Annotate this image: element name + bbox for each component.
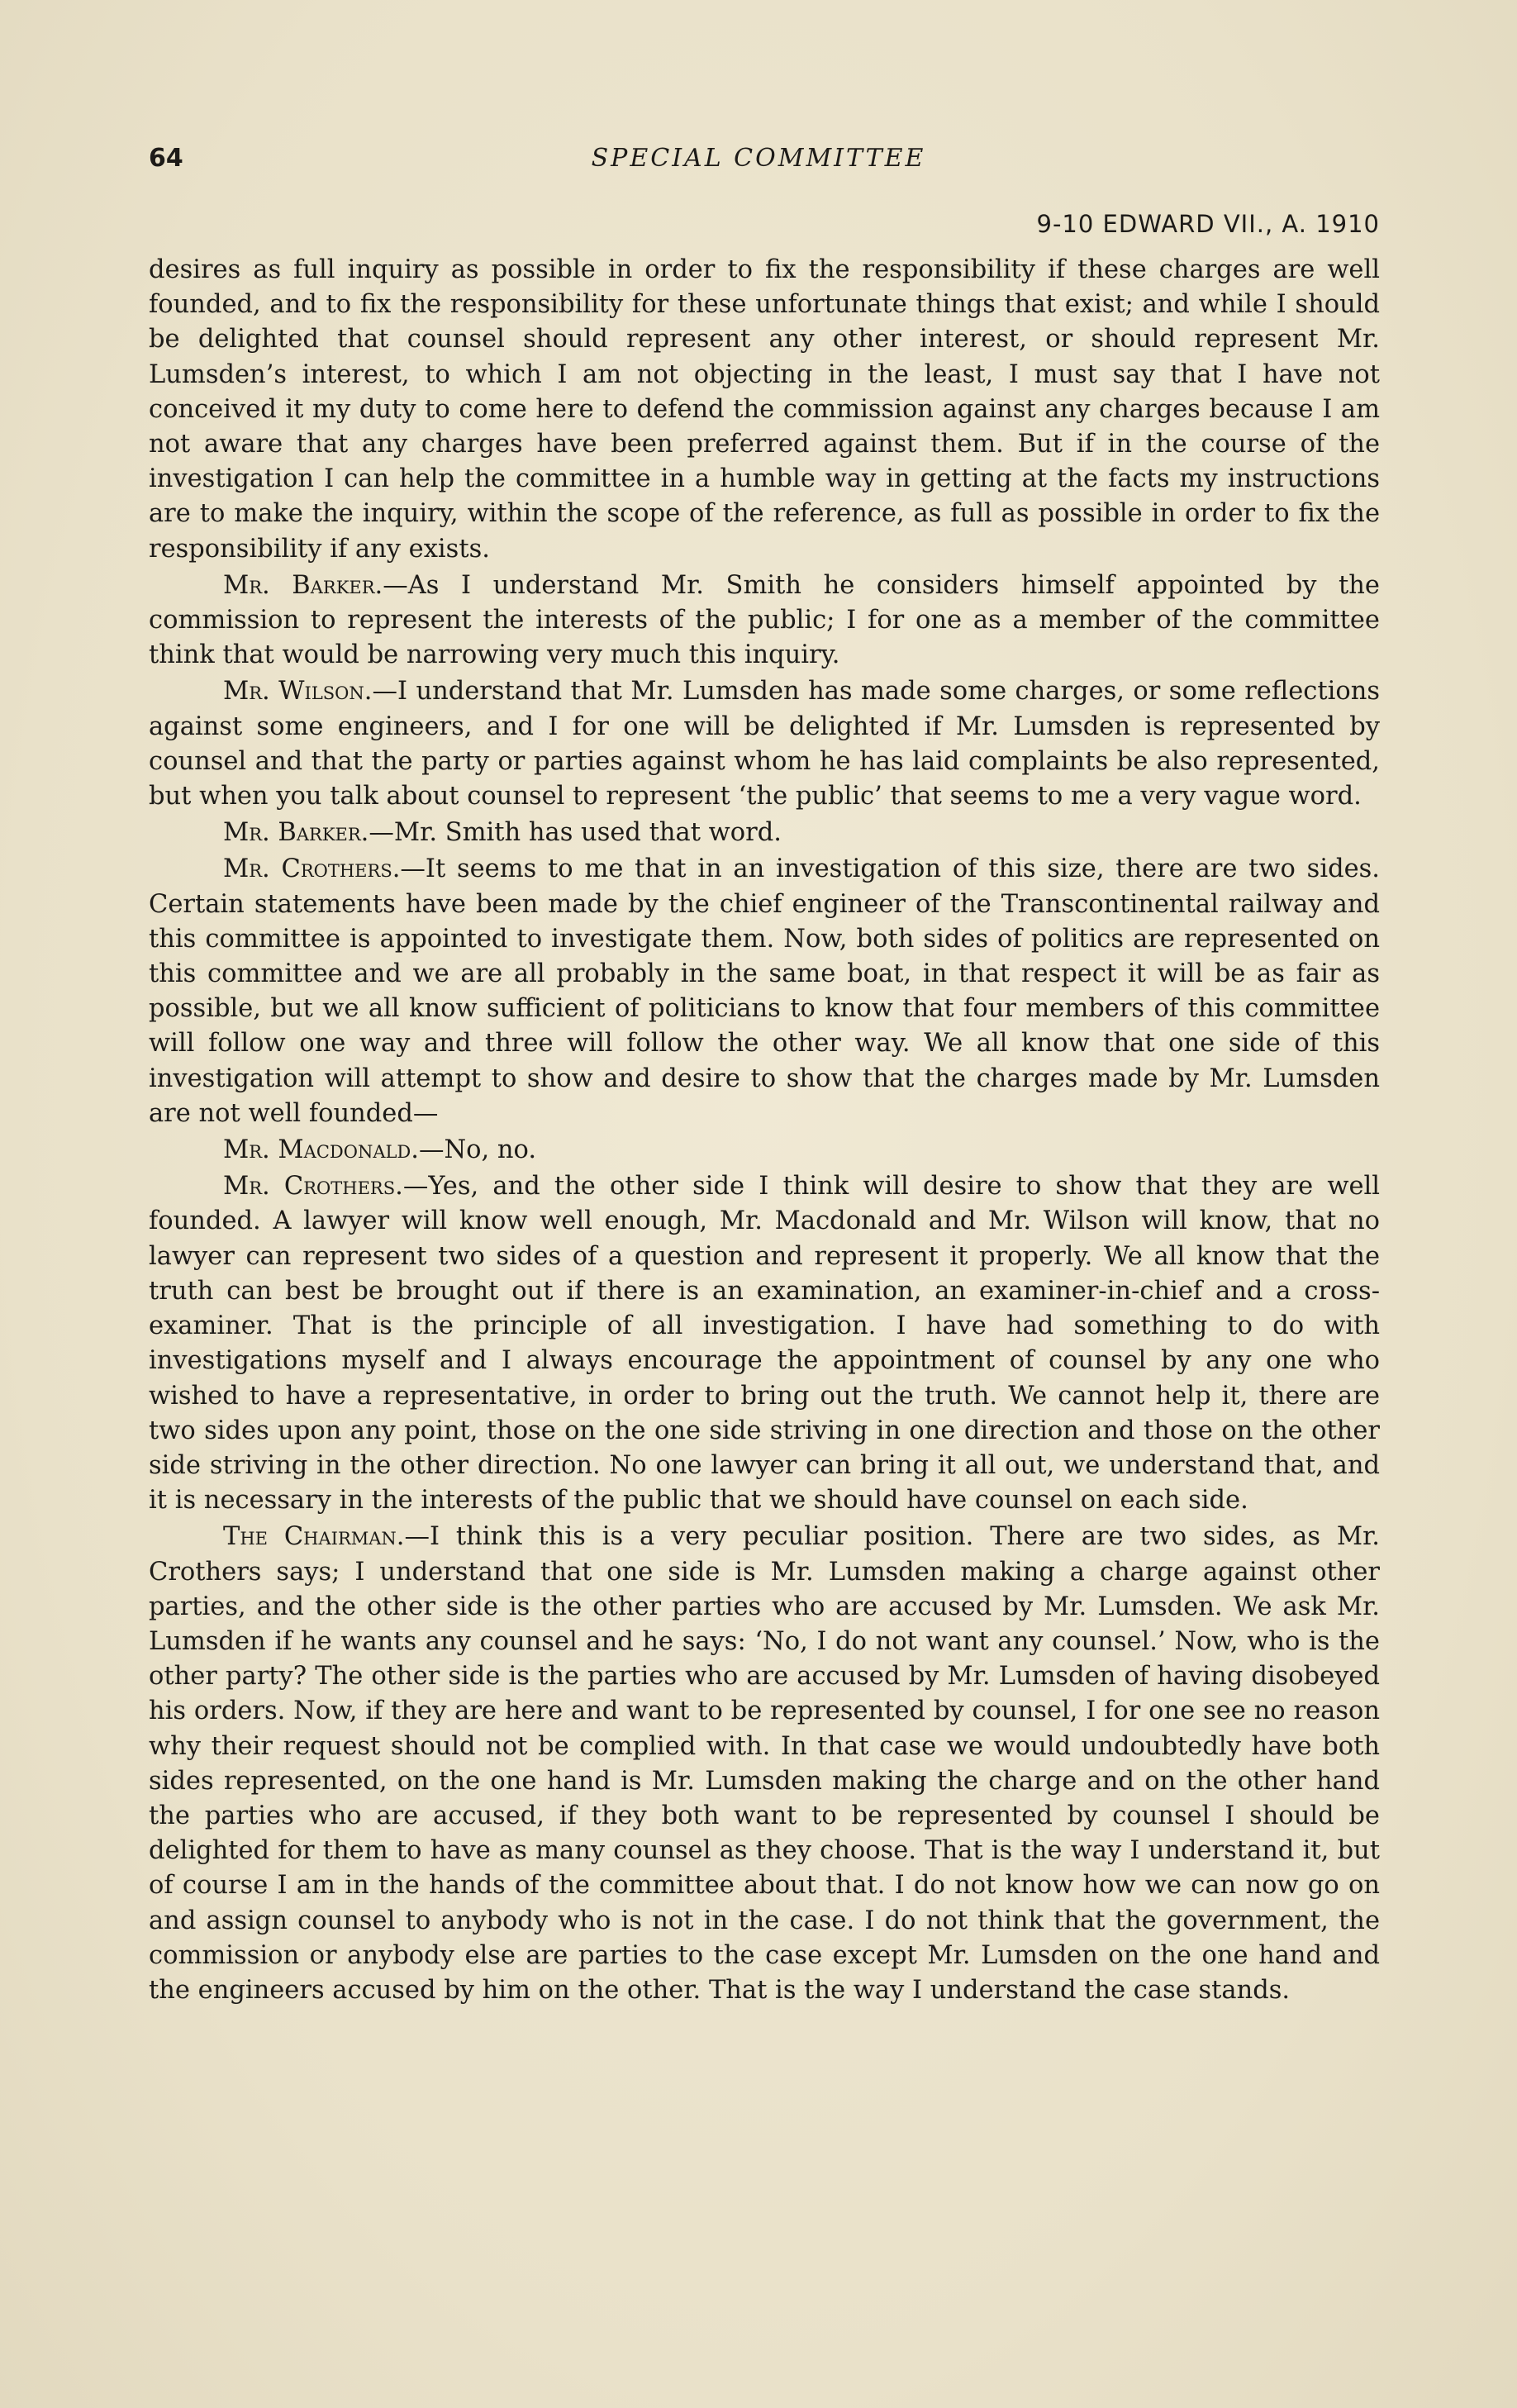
body-text [149, 253, 1380, 2008]
paragraph-text: —I understand that Mr. Lumsden has made some charges, or some reflections against some engineers, and I for one will be delighted if Mr. Lumsden is represented by counsel and that the party or parties against whom he has laid complaints be also represented, but when you talk about counsel to represent ‘the public’ that seems to me a very vague word. [149, 677, 1380, 811]
page-number: 64 [149, 144, 183, 173]
speaker-name: Mr. Wilson. [223, 677, 373, 707]
paragraph-text: —I think this is a very peculiar position. There are two sides, as Mr. Crothers says; I understand that one side is Mr. Lumsden making a charge against other parties, and the other side is the other parties who are accused by Mr. Lumsden. We ask Mr. Lumsden if he wants any counsel and he says: ‘No, I do not want any counsel.’ Now, who is the other party? The other side is the parties who are accused by Mr. Lumsden of having disobeyed his orders. Now, if they are here and want to be represented by counsel, I for one see no reason why their request should not be complied with. In that case we would undoubtedly have both sides represented, on the one hand is Mr. Lumsden making the charge and on the other hand the parties who are accused, if they both want to be represented by counsel I should be delighted for them to have as many counsel as they choose. That is the way I understand it, but of course I am in the hands of the committee about that. I do not know how we can now go on and assign counsel to anybody who is not in the case. I do not think that the government, the commission or anybody else are parties to the case except Mr. Lumsden on the one hand and the engineers accused by him on the other. That is the way I understand the case stands. [149, 1522, 1380, 2005]
speaker-name: The Chairman. [223, 1522, 405, 1552]
speaker-name: Mr. Barker. [223, 818, 369, 848]
paragraph [149, 1133, 1380, 1168]
session-reference: 9-10 EDWARD VII., A. 1910 [1036, 210, 1380, 238]
paragraph [149, 852, 1380, 1131]
paragraph [149, 569, 1380, 673]
paragraph [149, 816, 1380, 850]
paragraph-text: —As I understand Mr. Smith he considers himself appointed by the commission to represent the interests of the public; I for one as a member of the committee think that would be narrowing very much this inquiry. [149, 570, 1380, 670]
running-head: SPECIAL COMMITTEE [591, 144, 926, 173]
paragraph [149, 1520, 1380, 2008]
speaker-name: Mr. Barker. [223, 570, 383, 600]
speaker-name: Mr. Crothers. [223, 1172, 403, 1202]
paragraph-text: desires as full inquiry as possible in order to fix the responsibility if these charges are well founded, and to fix the responsibility for these unfortunate things that exist; and while I should be delighted that counsel should represent any other interest, or should represent Mr. Lumsden’s interest, to which I am not objecting in the least, I must say that I have not conceived it my duty to come here to defend the commission against any charges because I am not aware that any charges have been preferred against them. But if in the course of the investigation I can help the committee in a humble way in getting at the facts my instructions are to make the inquiry, within the scope of the reference, as full as possible in order to fix the responsibility if any exists. [149, 255, 1380, 564]
paragraph [149, 674, 1380, 814]
paragraph-text: —Yes, and the other side I think will desire to show that they are well founded. A lawyer will know well enough, Mr. Macdonald and Mr. Wilson will know, that no lawyer can represent two sides of a question and represent it properly. We all know that the truth can best be brought out if there is an examination, an examiner-in-chief and a cross-examiner. That is the principle of all investigation. I have had something to do with investigations myself and I always encourage the appointment of counsel by any one who wished to have a representative, in order to bring out the truth. We cannot help it, there are two sides upon any point, those on the one side striving in one direction and those on the other side striving in the other direction. No one lawyer can bring it all out, we understand that, and it is necessary in the interests of the public that we should have counsel on each side. [149, 1172, 1380, 1516]
speaker-name: Mr. Crothers. [223, 854, 401, 884]
speaker-name: Mr. Macdonald. [223, 1135, 419, 1165]
paragraph-text: —Mr. Smith has used that word. [369, 818, 782, 848]
paragraph-text: —It seems to me that in an investigation of this size, there are two sides. Certain statements have been made by the chief engineer of the Transcontinental railway and this committee is appointed to investigate them. Now, both sides of politics are represented on this committee and we are all probably in the same boat, in that respect it will be as fair as possible, but we all know sufficient of politicians to know that four members of this committee will follow one way and three will follow the other way. We all know that one side of this investigation will attempt to show and desire to show that the charges made by Mr. Lumsden are not well founded— [149, 854, 1380, 1128]
paragraph [149, 253, 1380, 567]
paragraph-text: —No, no. [418, 1135, 537, 1165]
paragraph [149, 1169, 1380, 1518]
